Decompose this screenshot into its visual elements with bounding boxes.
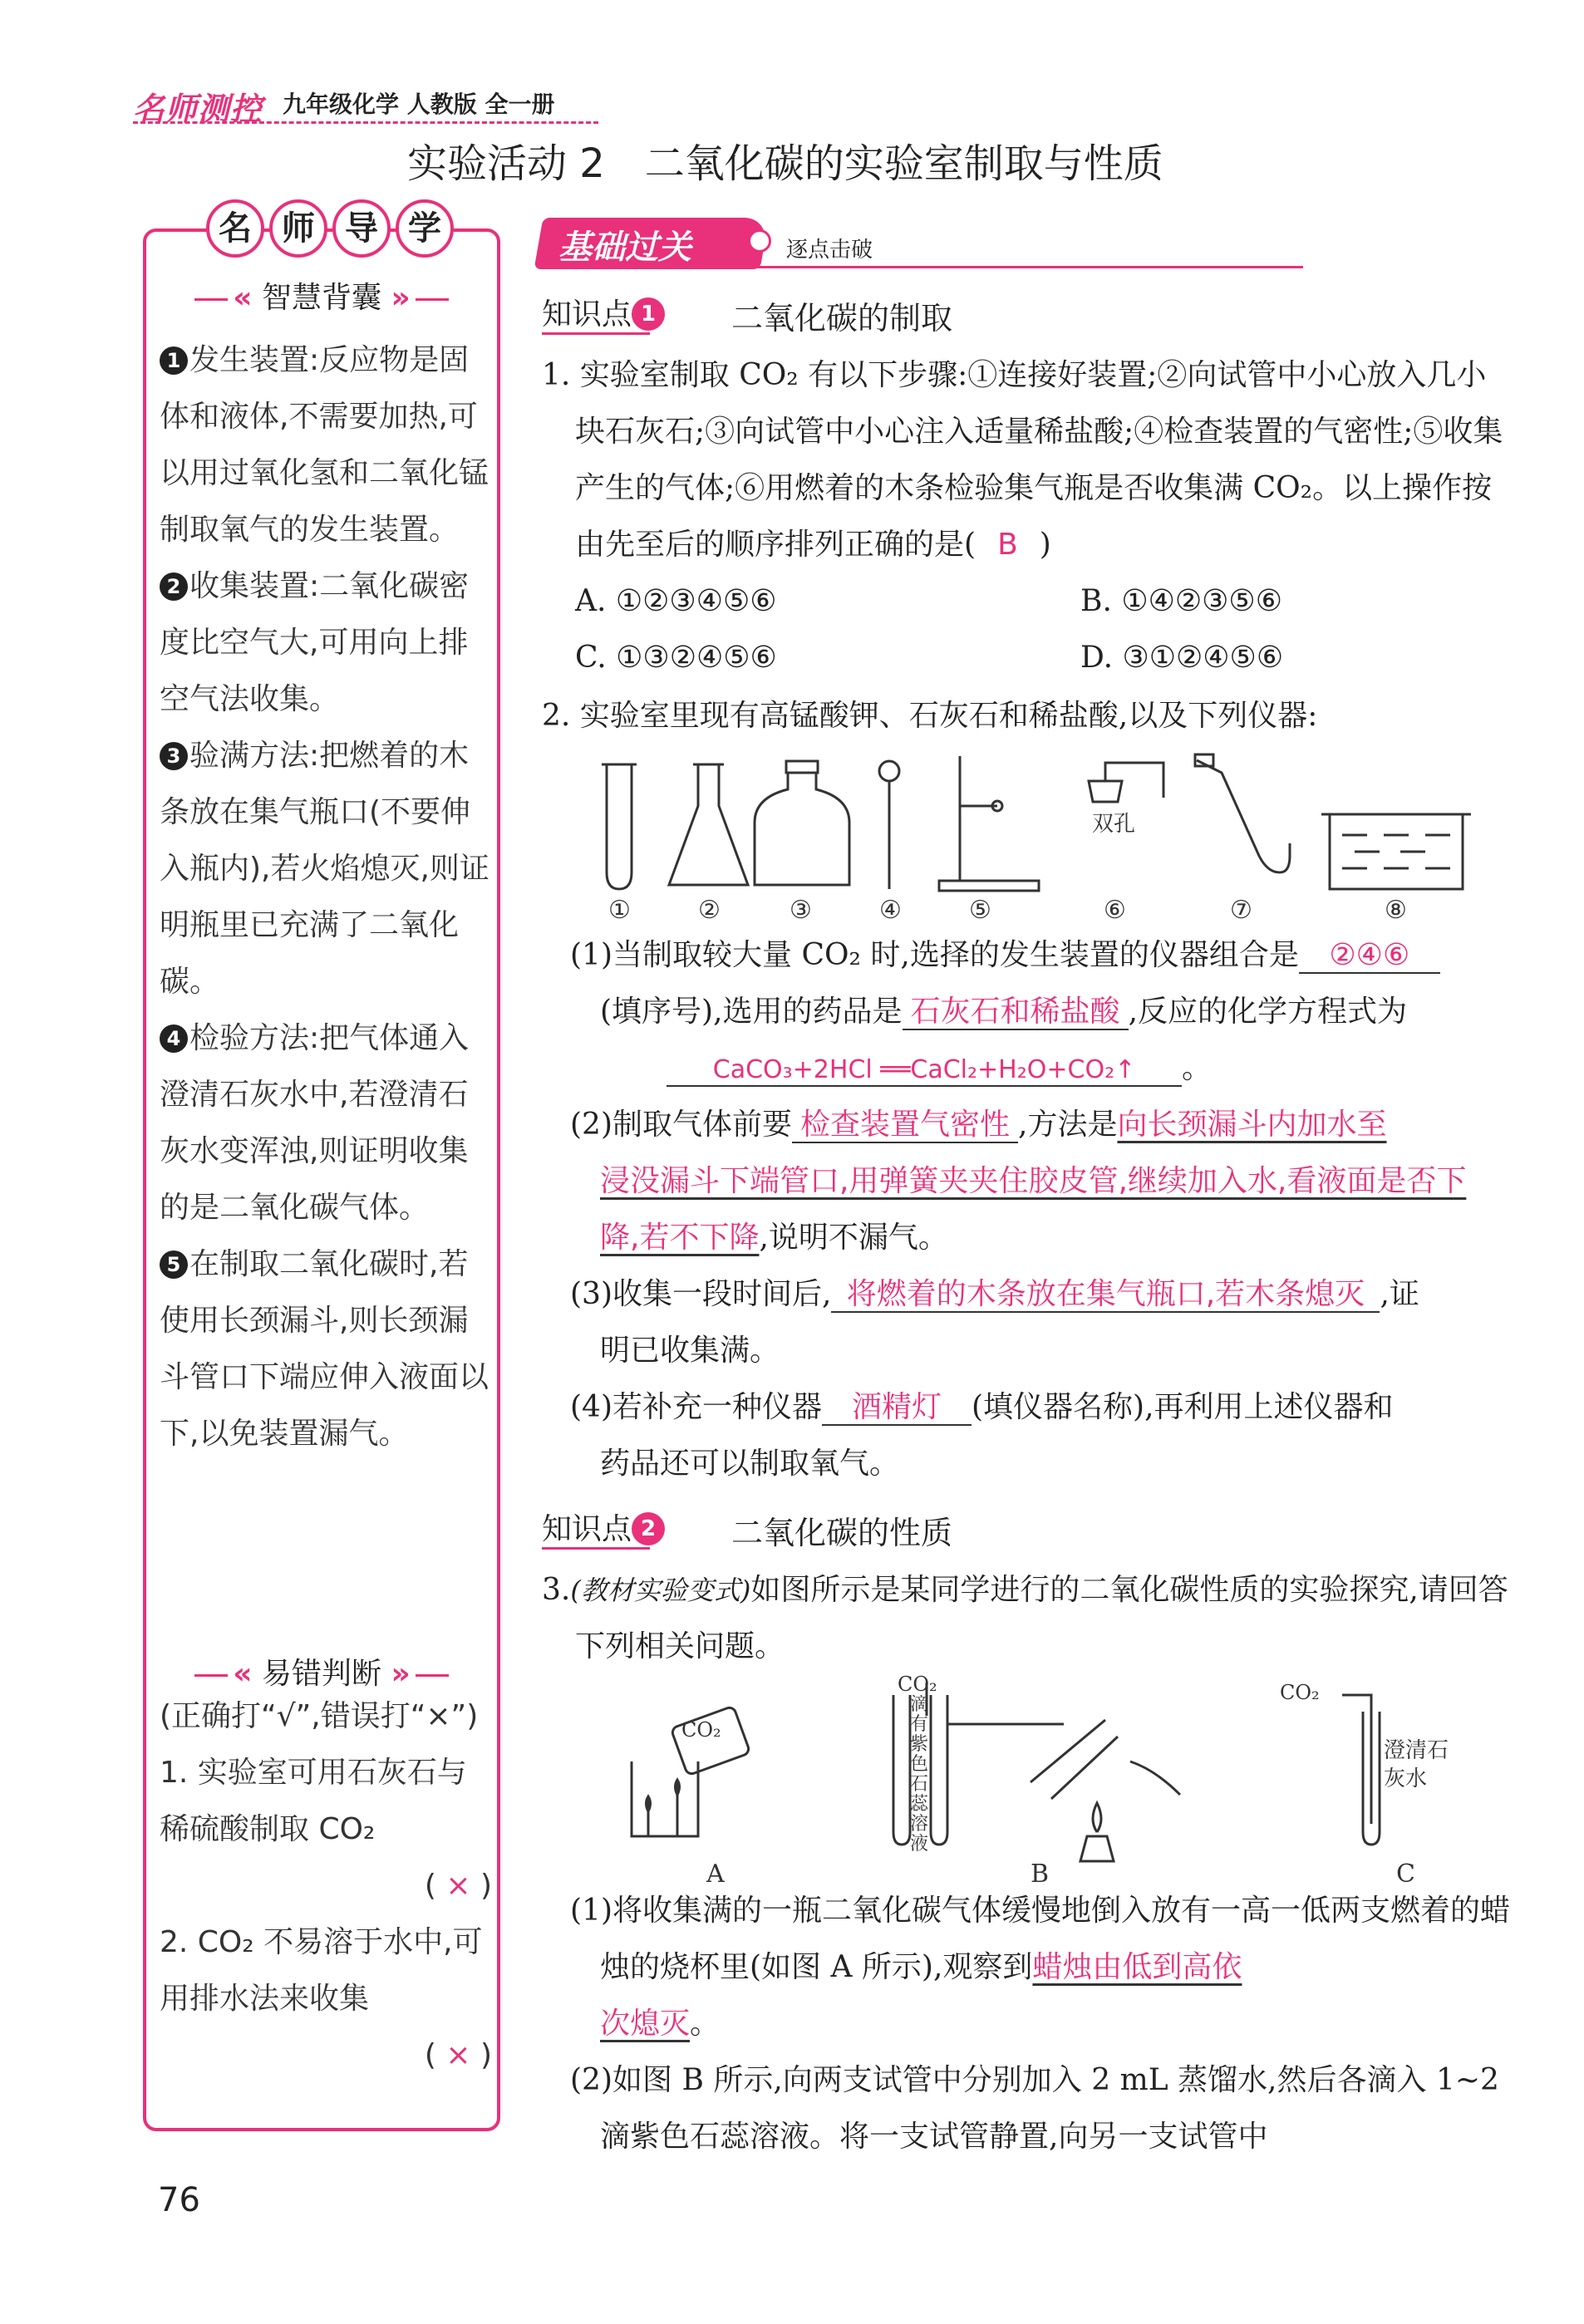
tip-item: 1 发生装置:反应物是固体和液体,不需要加热,可以用过氧化氢和二氧化锰制取氧气的发生装置。 <box>160 343 489 547</box>
sidebar-title-char: 导 <box>332 199 391 258</box>
limewater-label: 澄清石灰水 <box>1384 1738 1449 1791</box>
option-b: B. ①④②③⑤⑥ <box>1080 584 1282 618</box>
judge-intro: (正确打“√”,错误打“×”) <box>160 1699 479 1733</box>
q2-part-1: (1)当制取较大量 CO₂ 时,选择的发生装置的仪器组合是 ②④⑥ <box>570 927 1518 984</box>
apparatus-label: ⑧ <box>1385 896 1407 922</box>
question-2-stem: 2. 实验室里现有高锰酸钾、石灰石和稀盐酸,以及下列仪器: <box>542 699 1318 733</box>
option-c: C. ①③②④⑤⑥ <box>575 641 777 675</box>
q2-part-1-eq: CaCO₃+2HCl ══CaCl₂+H₂O+CO₂↑ 。 <box>570 1040 1518 1097</box>
knowledge-point-title: 二氧化碳的制取 <box>731 300 953 337</box>
figure-label: C <box>1396 1860 1415 1886</box>
tip-item: 3 验满方法:把燃着的木条放在集气瓶口(不要伸入瓶内),若火焰熄灭,则证明瓶里已充满了二氧化碳。 <box>160 739 489 999</box>
question-stem: 1. 实验室制取 CO₂ 有以下步骤:①连接好装置;②向试管中小心放入几小块石灰石;③向试管中小心注入适量稀盐酸;④检查装置的气密性;⑤收集产生的气体;⑥用燃着的木条检验集气瓶是否收集满 CO₂。以上操作按由先至后的顺序排列正确的是( B ) <box>542 358 1503 562</box>
apparatus-figure <box>582 748 1504 922</box>
sidebar-section-heading: « 智慧背囊 » <box>143 274 500 317</box>
page-title: 实验活动 2 二氧化碳的实验室制取与性质 <box>407 140 1163 187</box>
basic-banner-label: 基础过关 <box>558 228 691 267</box>
sidebar-title-char: 名 <box>206 199 264 258</box>
target-icon <box>748 229 771 253</box>
co2-property-figure <box>598 1670 1513 1886</box>
question-2-parts <box>570 927 1518 1492</box>
q2-part-3-cont: 明已收集满。 <box>600 1334 780 1368</box>
sidebar-title-char: 学 <box>396 199 454 258</box>
apparatus-label: ⑦ <box>1230 896 1252 922</box>
conical-flask-icon <box>669 764 748 885</box>
bent-tube-icon <box>1195 754 1290 872</box>
q2-part-1-cont: (填序号),选用的药品是 石灰石和稀盐酸 ,反应的化学方程式为 <box>600 995 1408 1029</box>
option-d: D. ③①②④⑤⑥ <box>1080 641 1284 675</box>
limewater-tube-icon <box>1342 1695 1380 1845</box>
q2-part-2: (2)制取气体前要 检查装置气密性 ,方法是向长颈漏斗内加水至 <box>570 1108 1387 1142</box>
knowledge-point-label: 知识点 1 <box>542 291 665 333</box>
page-number: 76 <box>158 2181 200 2219</box>
q3-part-2: (2)如图 B 所示,向两支试管中分别加入 2 mL 蒸馏水,然后各滴入 1~2 滴紫色石蕊溶液。将一支试管静置,向另一支试管中 <box>570 2063 1499 2154</box>
option-a: A. ①②③④⑤⑥ <box>575 584 777 618</box>
apparatus-label: ③ <box>790 896 812 922</box>
test-tube-icon <box>602 764 637 889</box>
judge-answer: ( × ) <box>424 1869 492 1903</box>
q2-part-4: (4)若补充一种仪器 酒精灯 (填仪器名称),再利用上述仪器和 <box>570 1390 1394 1424</box>
apparatus-label: ⑤ <box>969 896 991 922</box>
sidebar-title <box>206 199 455 263</box>
q3-part-1-cont: 次熄灭。 <box>600 2007 721 2041</box>
judge-list <box>160 1688 492 2084</box>
iron-stand-icon <box>939 756 1039 891</box>
banner-divider <box>539 266 1303 268</box>
knowledge-point-title: 二氧化碳的性质 <box>731 1515 953 1551</box>
litmus-label: 滴有紫色石蕊溶液 <box>910 1695 929 1853</box>
q2-part-4-cont: 药品还可以制取氧气。 <box>600 1447 900 1481</box>
apparatus-label: ① <box>608 896 631 922</box>
judge-answer: ( × ) <box>424 2038 492 2072</box>
stopper-tube-icon <box>1089 763 1163 802</box>
judge-question: 2. CO₂ 不易溶于水中,可用排水法来收集 <box>160 1925 483 2016</box>
judge-question: 1. 实验室可用石灰石与稀硫酸制取 CO₂ <box>160 1756 467 1846</box>
book-info: 九年级化学 人教版 全一册 <box>283 91 555 118</box>
apparatus-label: ④ <box>879 896 902 922</box>
question-3-parts <box>570 1883 1518 2165</box>
co2-label: CO₂ <box>681 1718 721 1742</box>
knowledge-point-label: 知识点 2 <box>542 1506 665 1548</box>
q3-part-1: (1)将收集满的一瓶二氧化碳气体缓慢地倒入放有一高一低两支燃着的蜡烛的烧杯里(如图 A 所示),观察到蜡烛由低到高依 <box>570 1894 1510 1984</box>
sidebar-section-heading: « 易错判断 » <box>143 1650 500 1693</box>
question-3-stem: 3.(教材实验变式)如图所示是某同学进行的二氧化碳性质的实验探究,请回答下列相关问题。 <box>542 1573 1508 1663</box>
hole-label: 双孔 <box>1092 812 1136 837</box>
co2-label: CO₂ <box>1280 1681 1320 1704</box>
litmus-test-tubes-icon <box>893 1683 1180 1861</box>
apparatus-label: ② <box>698 896 721 922</box>
sidebar-title-char: 师 <box>269 199 327 258</box>
q2-part-2-end: 降,若不下降,说明不漏气。 <box>600 1221 948 1255</box>
brand-logo: 名师测控 <box>133 91 263 127</box>
tip-item: 2 收集装置:二氧化碳密度比空气大,可用向上排空气法收集。 <box>160 569 470 716</box>
gas-bottle-icon <box>755 761 849 885</box>
header-divider <box>133 121 598 124</box>
water-trough-icon <box>1321 814 1471 889</box>
q2-part-2-cont: 浸没漏斗下端管口,用弹簧夹夹住胶皮管,继续加入水,看液面是否下 <box>600 1164 1467 1198</box>
kp-underline <box>542 1547 650 1550</box>
co2-label: CO₂ <box>898 1673 937 1696</box>
q2-part-3: (3)收集一段时间后, 将燃着的木条放在集气瓶口,若木条熄灭 ,证 <box>570 1277 1419 1311</box>
kp-underline <box>542 332 650 335</box>
tip-item: 4 检验方法:把气体通入澄清石灰水中,若澄清石灰水变浑浊,则证明收集的是二氧化碳气体。 <box>160 1021 470 1225</box>
tips-list <box>160 332 492 1462</box>
long-funnel-icon <box>879 761 899 889</box>
figure-label: A <box>706 1860 725 1886</box>
tip-item: 5 在制取二氧化碳时,若使用长颈漏斗,则长颈漏斗管口下端应伸入液面以下,以免装置漏气。 <box>160 1247 489 1451</box>
basic-banner-sub: 逐点击破 <box>786 238 873 263</box>
apparatus-label: ⑥ <box>1104 896 1126 922</box>
question-1 <box>542 347 1514 573</box>
figure-label: B <box>1031 1860 1050 1886</box>
section-label: 智慧背囊 <box>261 281 381 315</box>
section-label: 易错判断 <box>261 1657 381 1691</box>
